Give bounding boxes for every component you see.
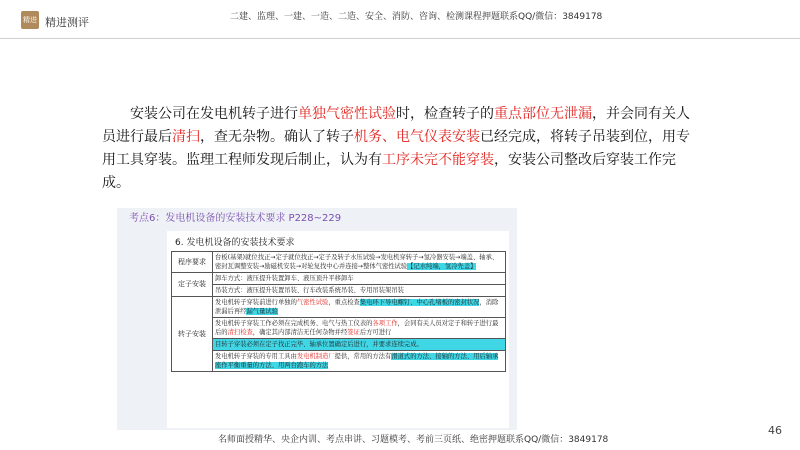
table-card xyxy=(167,231,509,428)
cell-text: ，会同有关人员对定子和转子进行最后的 xyxy=(215,320,499,336)
cell-text: ，确定其内部清洁无任何杂物并经 xyxy=(252,329,348,336)
case-paragraph xyxy=(102,103,702,195)
table-row xyxy=(172,351,506,372)
cell-highlight: 集电环下导电螺钉、中心孔堵板的密封状况 xyxy=(359,299,480,306)
brand-name: 精进测评 xyxy=(45,16,89,29)
cell-red: 发电机制造厂 xyxy=(296,353,335,360)
row-category: 程序要求 xyxy=(172,252,213,273)
row-content: 吊装方式：液压提升装置吊装、行车改装系统吊装、专用吊装架吊装 xyxy=(213,285,506,297)
header xyxy=(0,0,800,38)
cell-text: 发电机转子穿装的专用工具由 xyxy=(215,353,297,360)
top-contact-text: 二建、监理、一建、一造、二造、安全、消防、咨询、检测课程押题联系QQ/微信：3849178 xyxy=(230,12,603,22)
para-highlight: 机务、电气仪表安装 xyxy=(354,129,480,145)
cell-red: 各项工作 xyxy=(372,320,398,327)
para-text: 时，检查转子的 xyxy=(396,106,494,122)
row-category: 转子安装 xyxy=(172,297,213,372)
row-content xyxy=(213,318,506,339)
cell-text: 发电机转子穿装前进行单独的 xyxy=(215,299,297,306)
para-text: ，查无杂物。确认了转子 xyxy=(200,129,354,145)
cell-red: 签证 xyxy=(347,329,360,336)
logo: 精进 xyxy=(21,11,39,29)
header-divider xyxy=(0,38,800,39)
row-content xyxy=(213,297,506,318)
reference-panel xyxy=(117,208,517,430)
para-highlight: 清扫 xyxy=(172,129,200,145)
cell-text: ，消除泄漏后再经 xyxy=(215,299,499,315)
row-content xyxy=(213,351,506,372)
para-text: ，安装公司整改后穿装工作完成。 xyxy=(102,152,676,191)
para-text: 已经完成，将转子吊装到位，用专用工具穿装。监理工程师发现后制止，认为有 xyxy=(102,129,690,168)
cell-red: 气密性试验 xyxy=(296,299,329,306)
cell-red: 清扫检查 xyxy=(227,329,253,336)
table-row xyxy=(172,273,506,285)
panel-title: 考点6：发电机设备的安装技术要求 P228~229 xyxy=(129,213,342,224)
cell-text: 发电机转子穿装工作必须在完成机务、电气与热工仪表的 xyxy=(215,320,373,327)
para-highlight: 工序未完不能穿装 xyxy=(382,152,494,168)
row-category: 定子安装 xyxy=(172,273,213,297)
requirements-table xyxy=(171,251,506,372)
cell-text: 台板(基架)就位找正→定子就位找正→定子及转子水压试验→发电机穿转子→氢冷器安装→端盖、轴承、密封瓦调整安装→励磁机安装→对轮复找中心并连接→整体气密性试验 xyxy=(215,254,499,270)
cell-highlight: 滑道式的方法、接轴的方法、用后轴承座作平衡重量的方法、用两台跑车的方法 xyxy=(215,353,499,369)
para-text: ，并会同有关人员进行最后 xyxy=(102,106,690,145)
para-highlight: 重点部位无泄漏 xyxy=(494,106,592,122)
table-row xyxy=(172,252,506,273)
cell-highlight: 【记水纯端，氢冷先盖】 xyxy=(407,263,477,270)
cell-text: ，重点检查 xyxy=(328,299,360,306)
para-text: 安装公司在发电机转子进行 xyxy=(130,106,298,122)
cell-text: 提供，常用的方法有 xyxy=(334,353,392,360)
table-row xyxy=(172,297,506,318)
row-content: 目转子穿装必须在定子找正完毕、轴承位置确定后进行，并要求连续完成。 xyxy=(213,339,506,351)
para-highlight: 单独气密性试验 xyxy=(298,106,396,122)
row-content: 卸车方式：液压提升装置卸车、液压顶升平移卸车 xyxy=(213,273,506,285)
cell-highlight: 漏气量试验 xyxy=(246,308,278,315)
footer-contact-text: 名师面授精华、央企内训、考点串讲、习题模考、考前三页纸、绝密押题联系QQ/微信：3849178 xyxy=(218,435,609,445)
page-number: 46 xyxy=(768,424,782,437)
cell-text: 后方可进行 xyxy=(359,329,392,336)
table-row xyxy=(172,285,506,297)
table-row xyxy=(172,339,506,351)
table-subtitle: 6. 发电机设备的安装技术要求 xyxy=(175,238,295,248)
table-row xyxy=(172,318,506,339)
row-content xyxy=(213,252,506,273)
